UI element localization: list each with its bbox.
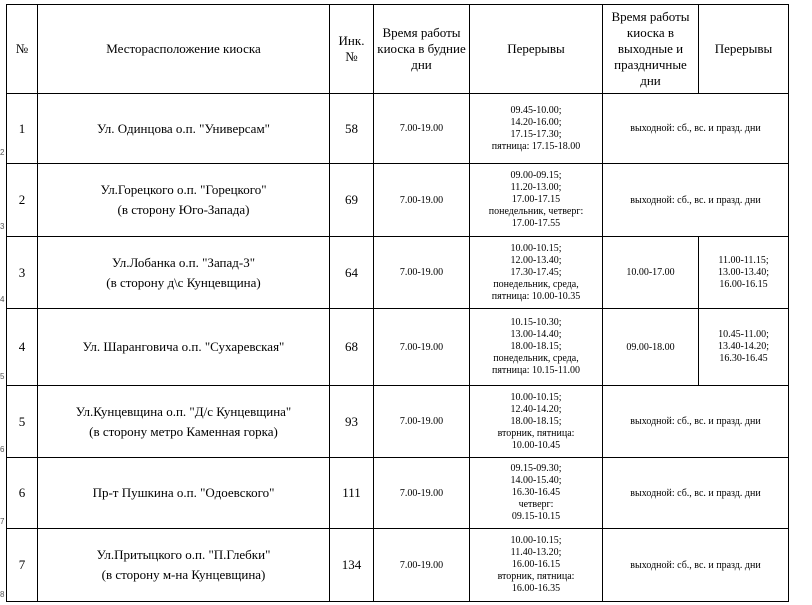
header-inv-line1: Инк. [338, 33, 365, 48]
break-line: 11.00-11.15; [718, 254, 769, 266]
cell-num[interactable]: 4 [7, 309, 38, 386]
break-line: 10.00-10.15; [510, 391, 562, 403]
break-line: 10.45-11.00; [718, 329, 769, 340]
break-line: 18.00-18.15; [510, 341, 562, 352]
location-line: (в сторону д\с Кунцевщина) [106, 274, 261, 290]
cell-location[interactable] [38, 309, 330, 386]
break-line: 16.00-16.15 [719, 278, 768, 290]
table-row [7, 529, 789, 602]
cell-weekday-hours[interactable]: 7.00-19.00 [374, 529, 470, 602]
header-num[interactable]: № [7, 5, 38, 94]
break-line: 10.15-10.30; [510, 317, 562, 328]
cell-weekday-hours[interactable]: 7.00-19.00 [374, 458, 470, 529]
location-line: Ул. Одинцова о.п. "Универсам" [97, 120, 270, 136]
cell-location[interactable] [38, 94, 330, 164]
break-line: 09.15-09.30; [510, 463, 562, 474]
cell-breaks[interactable] [470, 529, 603, 602]
table-row [7, 94, 789, 164]
header-row [7, 5, 789, 94]
break-line: четверг: [518, 499, 554, 510]
cell-num[interactable]: 1 [7, 94, 38, 164]
location-line: Ул.Лобанка о.п. "Запад-3" [111, 254, 256, 270]
cell-inv[interactable]: 134 [330, 529, 374, 602]
table-row [7, 237, 789, 309]
cell-weekday-hours[interactable]: 7.00-19.00 [374, 237, 470, 309]
cell-num[interactable]: 7 [7, 529, 38, 602]
break-line: 09.00-09.15; [510, 170, 562, 181]
break-line: 16.30-16.45 [511, 487, 561, 498]
cell-breaks[interactable] [470, 94, 603, 164]
break-line: 17.00-17.15 [511, 194, 561, 205]
row-header-marker[interactable]: 2 [0, 148, 5, 157]
cell-breaks[interactable] [470, 164, 603, 237]
header-inv-line2: № [345, 49, 358, 64]
location-line: Ул.Горецкого о.п. "Горецкого" [100, 182, 267, 197]
break-line: 12.00-13.40; [510, 254, 562, 266]
row-header-marker[interactable]: 7 [0, 517, 5, 526]
cell-inv[interactable]: 58 [330, 94, 374, 164]
break-line: пятница: 17.15-18.00 [491, 140, 581, 152]
cell-breaks[interactable] [470, 237, 603, 309]
location-line: Ул.Кунцевщина о.п. "Д/с Кунцевщина" [75, 403, 292, 419]
cell-weekend-hours[interactable]: 09.00-18.00 [603, 309, 699, 386]
break-line: пятница: 10.00-10.35 [491, 290, 581, 302]
cell-inv[interactable]: 93 [330, 386, 374, 458]
break-line: 10.00-10.45 [511, 439, 561, 451]
header-weekday-hours[interactable]: Время работы киоска в будние дни [374, 5, 470, 94]
break-line: 17.15-17.30; [510, 128, 562, 140]
location-line: (в сторону Юго-Запада) [117, 202, 250, 217]
row-header-marker[interactable]: 4 [0, 295, 5, 304]
cell-weekend-breaks[interactable] [699, 237, 789, 309]
break-line: 17.00-17.55 [511, 218, 561, 229]
break-line: 09.45-10.00; [510, 104, 562, 116]
cell-weekday-hours[interactable]: 7.00-19.00 [374, 94, 470, 164]
location-line: Ул. Шаранговича о.п. "Сухаревская" [82, 339, 285, 354]
break-line: 11.20-13.00; [510, 182, 562, 193]
cell-weekday-hours[interactable]: 7.00-19.00 [374, 309, 470, 386]
cell-num[interactable]: 5 [7, 386, 38, 458]
cell-breaks[interactable] [470, 386, 603, 458]
cell-weekend-off[interactable]: выходной: сб., вс. и празд. дни [603, 94, 789, 164]
cell-weekend-breaks[interactable] [699, 309, 789, 386]
cell-inv[interactable]: 64 [330, 237, 374, 309]
break-line: 10.00-10.15; [510, 242, 562, 254]
cell-location[interactable] [38, 386, 330, 458]
break-line: 09.15-10.15 [511, 511, 561, 522]
break-line: 11.40-13.20; [510, 547, 562, 558]
cell-num[interactable]: 6 [7, 458, 38, 529]
cell-weekday-hours[interactable]: 7.00-19.00 [374, 164, 470, 237]
cell-weekend-hours[interactable]: 10.00-17.00 [603, 237, 699, 309]
cell-location[interactable] [38, 237, 330, 309]
cell-location[interactable] [38, 164, 330, 237]
break-line: 18.00-18.15; [510, 415, 562, 427]
break-line: понедельник, среда, [493, 353, 579, 364]
cell-weekend-off[interactable]: выходной: сб., вс. и празд. дни [603, 458, 789, 529]
cell-num[interactable]: 3 [7, 237, 38, 309]
location-line: (в сторону м-на Кунцевщина) [101, 567, 266, 582]
break-line: 12.40-14.20; [510, 403, 562, 415]
row-header-marker[interactable]: 6 [0, 445, 5, 454]
break-line: 16.00-16.35 [511, 583, 561, 594]
row-header-marker[interactable]: 5 [0, 372, 5, 381]
cell-breaks[interactable] [470, 309, 603, 386]
cell-location[interactable] [38, 529, 330, 602]
table-row [7, 386, 789, 458]
row-header-marker[interactable]: 3 [0, 222, 5, 231]
cell-breaks[interactable] [470, 458, 603, 529]
break-line: 10.00-10.15; [510, 535, 562, 546]
cell-weekend-off[interactable]: выходной: сб., вс. и празд. дни [603, 164, 789, 237]
break-line: 14.00-15.40; [510, 475, 562, 486]
cell-inv[interactable]: 68 [330, 309, 374, 386]
break-line: 13.00-14.40; [510, 329, 562, 340]
break-line: 17.30-17.45; [510, 266, 562, 278]
cell-location[interactable] [38, 458, 330, 529]
break-line: вторник, пятница: [497, 427, 575, 439]
cell-inv[interactable]: 111 [330, 458, 374, 529]
header-inv[interactable] [330, 5, 374, 94]
cell-inv[interactable]: 69 [330, 164, 374, 237]
break-line: понедельник, четверг: [488, 206, 584, 217]
row-header-marker[interactable]: 8 [0, 590, 5, 599]
cell-weekday-hours[interactable]: 7.00-19.00 [374, 386, 470, 458]
location-line: Пр-т Пушкина о.п. "Одоевского" [92, 485, 275, 500]
kiosk-schedule-table [6, 4, 789, 602]
location-line: Ул.Притыцкого о.п. "П.Глебки" [96, 547, 271, 562]
break-line: пятница: 10.15-11.00 [491, 365, 581, 376]
table-row [7, 458, 789, 529]
header-breaks[interactable]: Перерывы [470, 5, 603, 94]
break-line: 14.20-16.00; [510, 116, 562, 128]
break-line: вторник, пятница: [497, 571, 575, 582]
header-location[interactable]: Месторасположение киоска [38, 5, 330, 94]
header-weekend-hours[interactable]: Время работы киоска в выходные и праздничные дни [603, 5, 699, 94]
break-line: 16.00-16.15 [511, 559, 561, 570]
location-line: (в сторону метро Каменная горка) [89, 423, 278, 439]
break-line: понедельник, среда, [493, 278, 579, 290]
table-row [7, 309, 789, 386]
break-line: 13.00-13.40; [717, 266, 770, 278]
break-line: 13.40-14.20; [717, 341, 770, 352]
cell-num[interactable]: 2 [7, 164, 38, 237]
break-line: 16.30-16.45 [719, 353, 768, 364]
cell-weekend-off[interactable]: выходной: сб., вс. и празд. дни [603, 529, 789, 602]
table-row [7, 164, 789, 237]
header-weekend-breaks[interactable]: Перерывы [699, 5, 789, 94]
cell-weekend-off[interactable]: выходной: сб., вс. и празд. дни [603, 386, 789, 458]
